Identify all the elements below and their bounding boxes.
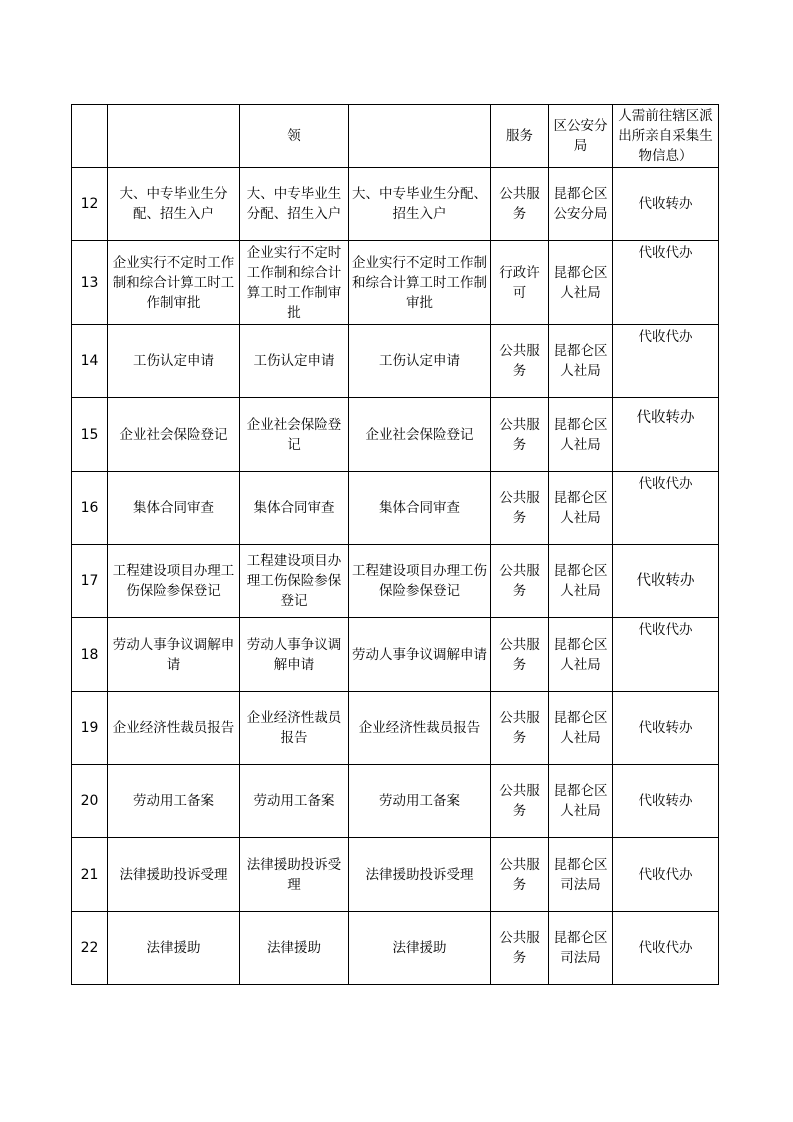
department: 昆都仑区人社局 — [549, 472, 613, 545]
item-name: 企业经济性裁员报告 — [108, 692, 240, 765]
handling-content: 工伤认定申请 — [349, 325, 491, 398]
item-name: 工伤认定申请 — [108, 325, 240, 398]
handling-mode: 代收代办 — [613, 912, 719, 985]
sub-item-name: 企业实行不定时工作制和综合计算工时工作制审批 — [240, 241, 349, 325]
row-number: 15 — [72, 398, 108, 472]
item-name: 法律援助 — [108, 912, 240, 985]
item-name: 企业实行不定时工作制和综合计算工时工作制审批 — [108, 241, 240, 325]
handling-content: 法律援助投诉受理 — [349, 838, 491, 912]
handling-content: 企业社会保险登记 — [349, 398, 491, 472]
handling-mode: 代收代办 — [613, 472, 719, 545]
sub-item-name: 工伤认定申请 — [240, 325, 349, 398]
department: 昆都仑区人社局 — [549, 545, 613, 618]
department: 昆都仑区司法局 — [549, 912, 613, 985]
item-type: 服务 — [491, 105, 549, 168]
item-type: 公共服务 — [491, 912, 549, 985]
handling-mode: 代收转办 — [613, 545, 719, 618]
sub-item-name: 劳动人事争议调解申请 — [240, 618, 349, 692]
item-name — [108, 105, 240, 168]
handling-content: 企业实行不定时工作制和综合计算工时工作制审批 — [349, 241, 491, 325]
item-type: 公共服务 — [491, 168, 549, 241]
table-row — [72, 912, 719, 985]
handling-content: 法律援助 — [349, 912, 491, 985]
item-name: 大、中专毕业生分配、招生入户 — [108, 168, 240, 241]
department: 昆都仑区人社局 — [549, 692, 613, 765]
handling-mode: 代收转办 — [613, 765, 719, 838]
item-type: 公共服务 — [491, 398, 549, 472]
row-number: 20 — [72, 765, 108, 838]
sub-item-name: 法律援助投诉受理 — [240, 838, 349, 912]
handling-content: 集体合同审查 — [349, 472, 491, 545]
handling-content — [349, 105, 491, 168]
table-row — [72, 241, 719, 325]
item-type: 公共服务 — [491, 472, 549, 545]
item-type: 公共服务 — [491, 325, 549, 398]
sub-item-name: 集体合同审查 — [240, 472, 349, 545]
table-row — [72, 692, 719, 765]
row-number — [72, 105, 108, 168]
item-name: 企业社会保险登记 — [108, 398, 240, 472]
row-number: 17 — [72, 545, 108, 618]
row-number: 19 — [72, 692, 108, 765]
department: 昆都仑区公安分局 — [549, 168, 613, 241]
handling-content: 工程建设项目办理工伤保险参保登记 — [349, 545, 491, 618]
department: 昆都仑区人社局 — [549, 398, 613, 472]
handling-content: 劳动人事争议调解申请 — [349, 618, 491, 692]
row-number: 12 — [72, 168, 108, 241]
item-type: 公共服务 — [491, 692, 549, 765]
table-row — [72, 618, 719, 692]
item-type: 公共服务 — [491, 545, 549, 618]
sub-item-name: 企业经济性裁员报告 — [240, 692, 349, 765]
handling-mode: 代收转办 — [613, 168, 719, 241]
handling-content: 大、中专毕业生分配、招生入户 — [349, 168, 491, 241]
handling-mode: 代收转办 — [613, 692, 719, 765]
handling-mode: 代收代办 — [613, 325, 719, 398]
table-row — [72, 168, 719, 241]
department: 昆都仑区人社局 — [549, 618, 613, 692]
row-number: 14 — [72, 325, 108, 398]
item-name: 集体合同审查 — [108, 472, 240, 545]
sub-item-name: 大、中专毕业生分配、招生入户 — [240, 168, 349, 241]
item-type: 公共服务 — [491, 765, 549, 838]
sub-item-name: 工程建设项目办理工伤保险参保登记 — [240, 545, 349, 618]
table-row — [72, 105, 719, 168]
item-type: 行政许可 — [491, 241, 549, 325]
department: 昆都仑区人社局 — [549, 241, 613, 325]
table-row — [72, 398, 719, 472]
table-row — [72, 838, 719, 912]
item-name: 法律援助投诉受理 — [108, 838, 240, 912]
handling-mode: 人需前往辖区派出所亲自采集生物信息） — [613, 105, 719, 168]
handling-mode: 代收代办 — [613, 241, 719, 325]
row-number: 22 — [72, 912, 108, 985]
department: 昆都仑区司法局 — [549, 838, 613, 912]
table-row — [72, 472, 719, 545]
handling-content: 企业经济性裁员报告 — [349, 692, 491, 765]
row-number: 13 — [72, 241, 108, 325]
sub-item-name: 法律援助 — [240, 912, 349, 985]
service-table — [71, 104, 719, 985]
item-type: 公共服务 — [491, 618, 549, 692]
sub-item-name: 领 — [240, 105, 349, 168]
row-number: 16 — [72, 472, 108, 545]
row-number: 18 — [72, 618, 108, 692]
row-number: 21 — [72, 838, 108, 912]
department: 昆都仑区人社局 — [549, 765, 613, 838]
table-row — [72, 765, 719, 838]
handling-content: 劳动用工备案 — [349, 765, 491, 838]
department: 区公安分局 — [549, 105, 613, 168]
table-row — [72, 325, 719, 398]
department: 昆都仑区人社局 — [549, 325, 613, 398]
item-name: 劳动用工备案 — [108, 765, 240, 838]
handling-mode: 代收代办 — [613, 838, 719, 912]
table-row — [72, 545, 719, 618]
handling-mode: 代收代办 — [613, 618, 719, 692]
handling-mode: 代收转办 — [613, 398, 719, 472]
sub-item-name: 劳动用工备案 — [240, 765, 349, 838]
item-name: 工程建设项目办理工伤保险参保登记 — [108, 545, 240, 618]
item-name: 劳动人事争议调解申请 — [108, 618, 240, 692]
sub-item-name: 企业社会保险登记 — [240, 398, 349, 472]
item-type: 公共服务 — [491, 838, 549, 912]
